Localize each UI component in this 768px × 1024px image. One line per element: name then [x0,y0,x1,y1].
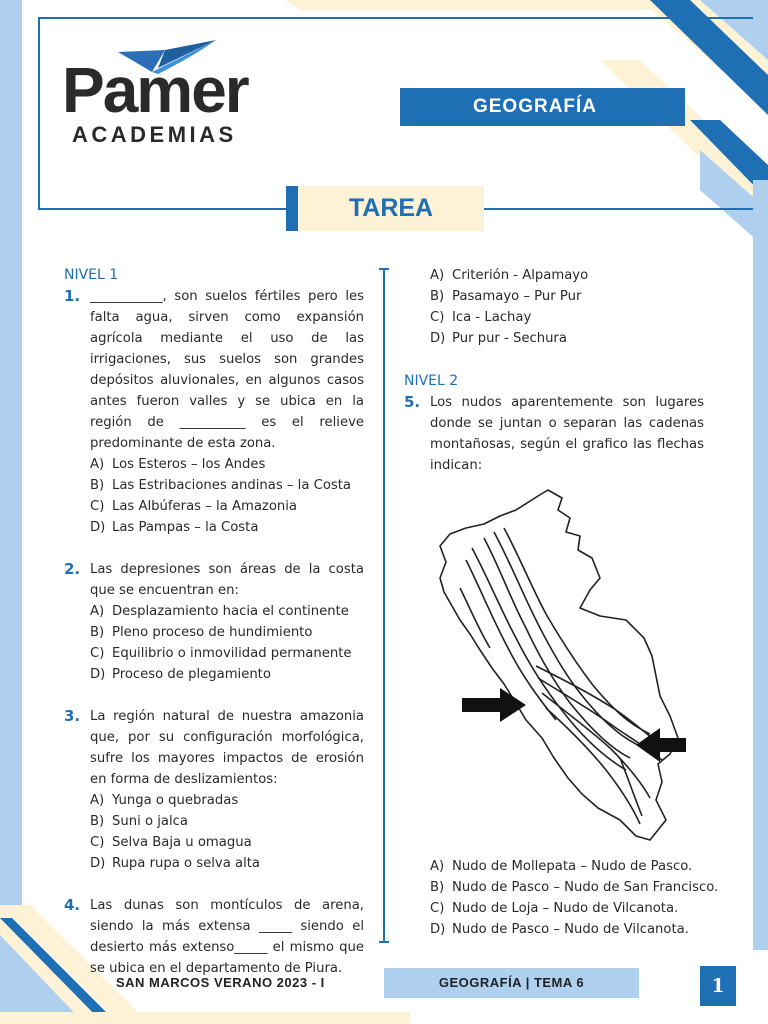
option-letter: B) [90,814,105,829]
question-4 [64,895,364,979]
option-letter: C) [90,499,105,514]
arrow-right-icon [462,688,526,722]
option [430,307,704,328]
option [430,919,720,940]
question-1 [64,286,364,538]
option-text: Ica - Lachay [452,310,532,325]
option-text: Las Pampas – la Costa [112,520,259,535]
question-text: La región natural de nuestra amazonia que, por su configuración morfológica, sufre los mayores impactos de erosión en forma de deslizamientos: [90,709,364,787]
option [90,601,364,622]
question-number: 4. [64,896,81,914]
logo-wordmark: Pamer [62,54,248,126]
option-text: Nudo de Pasco – Nudo de San Francisco. [452,880,719,895]
option-letter: B) [430,880,445,895]
option-letter: D) [90,856,106,871]
option-text: Pur pur - Sechura [452,331,567,346]
option [90,643,364,664]
option [430,856,720,877]
option-text: Nudo de Loja – Nudo de Vilcanota. [452,901,679,916]
section-title: TAREA [348,194,434,222]
option-text: Yunga o quebradas [112,793,239,808]
option-text: Criterión - Alpamayo [452,268,589,283]
option-text: Los Esteros – los Andes [112,457,266,472]
subject-title: GEOGRAFÍA [472,96,598,117]
option [90,853,364,874]
question-number: 3. [64,707,81,725]
question-5 [404,392,704,476]
section-accent-bar [286,186,298,231]
question-number: 5. [404,393,421,411]
question-text: ___________, son suelos fértiles pero les falta agua, sirven como expansión agrícola mediante el uso de las irrigaciones, sus suelos son grandes depósitos aluvionales, en algunos casos antes fueron valles y se ubica en la región de __________ es el relieve predominante de esta zona. [90,289,364,451]
page-number: 1 [711,975,725,997]
question-5-options [430,856,720,940]
option-letter: A) [430,268,445,283]
option-text: Selva Baja u omagua [112,835,252,850]
option [90,622,364,643]
footer-course: SAN MARCOS VERANO 2023 - I [116,975,325,990]
left-column [64,265,364,979]
question-4-options [404,265,704,349]
option-letter: C) [90,835,105,850]
option-letter: A) [90,457,105,472]
divider-cap-bottom [379,941,389,943]
option [90,811,364,832]
option [90,496,364,517]
option-text: Suni o jalca [112,814,188,829]
option-letter: B) [90,625,105,640]
option-letter: B) [90,478,105,493]
option-text: Pasamayo – Pur Pur [452,289,582,304]
option [90,790,364,811]
option-letter: A) [90,793,105,808]
option-letter: C) [430,901,445,916]
question-3 [64,706,364,874]
level-heading: NIVEL 1 [64,267,119,283]
option-text: Las Estribaciones andinas – la Costa [112,478,352,493]
option-letter: C) [90,646,105,661]
option-letter: D) [430,331,446,346]
question-text: Las depresiones son áreas de la costa que se encuentran en: [90,562,364,598]
peru-map-figure [430,488,705,848]
option-letter: B) [430,289,445,304]
option [90,664,364,685]
option-text: Rupa rupa o selva alta [112,856,260,871]
level-heading: NIVEL 2 [404,373,459,389]
option [430,265,704,286]
option-text: Pleno proceso de hundimiento [112,625,313,640]
question-text: Las dunas son montículos de arena, siendo la más extensa _____ siendo el desierto más extenso_____ el mismo que se ubica en el departamento de Piura. [90,898,364,976]
option-text: Nudo de Mollepata – Nudo de Pasco. [452,859,693,874]
option-letter: A) [90,604,105,619]
option-text: Proceso de plegamiento [112,667,271,682]
option [430,286,704,307]
option [90,517,364,538]
question-number: 2. [64,560,81,578]
option-letter: D) [430,922,446,937]
option [90,454,364,475]
question-number: 1. [64,287,81,305]
option-letter: D) [90,667,106,682]
option [90,475,364,496]
column-divider [383,268,385,943]
option-letter: C) [430,310,445,325]
arrow-left-icon [636,728,686,762]
right-column [404,265,704,476]
option [430,898,720,919]
logo-subtitle: ACADEMIAS [72,122,237,147]
peru-outline [440,490,678,840]
option [430,328,704,349]
option-text: Equilibrio o inmovilidad permanente [112,646,352,661]
option-letter: A) [430,859,445,874]
option-text: Desplazamiento hacia el continente [112,604,349,619]
option [90,832,364,853]
footer-topic: GEOGRAFÍA | TEMA 6 [438,975,585,990]
question-text: Los nudos aparentemente son lugares donde se juntan o separan las cadenas montañosas, según el grafico las flechas indican: [430,395,704,473]
option-text: Nudo de Pasco – Nudo de Vilcanota. [452,922,689,937]
option [430,877,720,898]
option-text: Las Albúferas – la Amazonia [112,499,297,514]
question-2 [64,559,364,685]
option-letter: D) [90,520,106,535]
